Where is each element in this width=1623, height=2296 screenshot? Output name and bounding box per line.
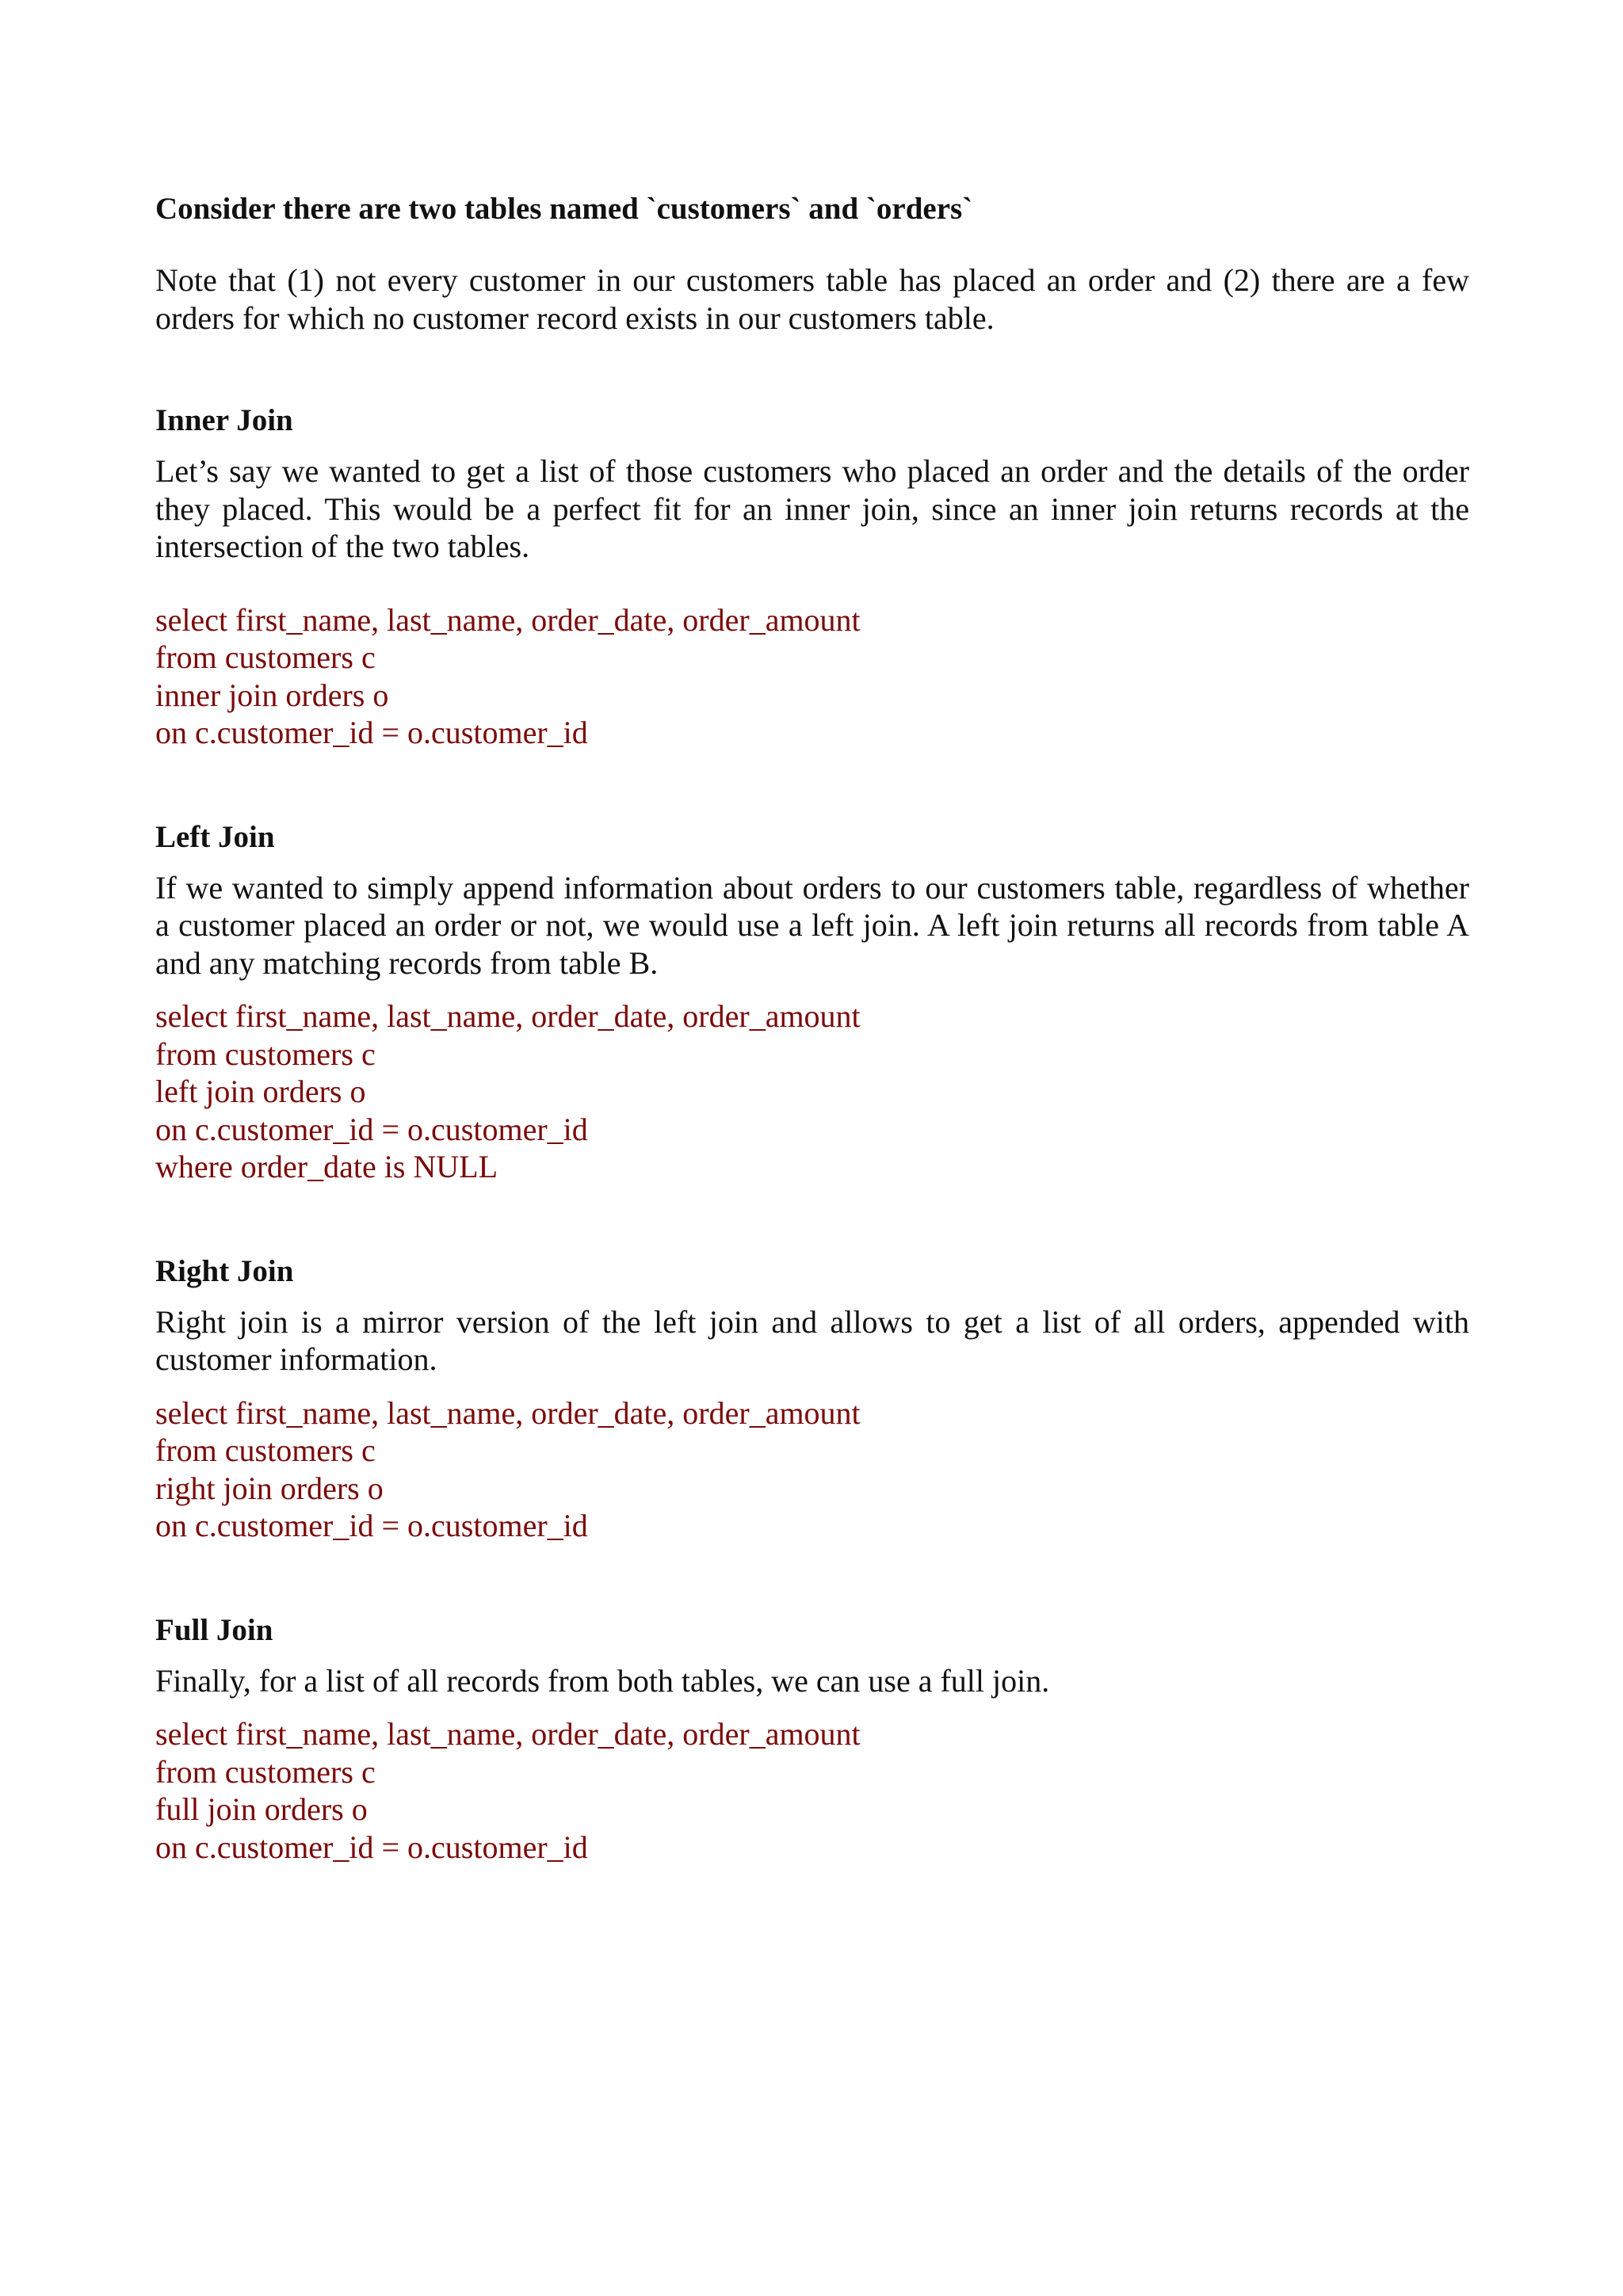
code-line: from customers c bbox=[155, 1432, 376, 1468]
section-paragraph: If we wanted to simply append information about orders to our customers table, regardless of whether a customer placed an order or not, we would use a left join. A left join returns all records from table A and any matching records from table B. bbox=[155, 869, 1469, 981]
spacer bbox=[155, 566, 1469, 601]
spacer bbox=[155, 1545, 1469, 1611]
section-paragraph: Let’s say we wanted to get a list of those customers who placed an order and the details of the order they placed. This would be a perfect fit for an inner join, since an inner join returns records at the intersection of the two tables. bbox=[155, 453, 1469, 564]
section-left-join bbox=[155, 818, 1469, 1186]
section-heading: Right Join bbox=[155, 1253, 294, 1288]
sql-code-block bbox=[155, 997, 1469, 1186]
section-right-join bbox=[155, 1253, 1469, 1545]
document-title: Consider there are two tables named `customers` and `orders` bbox=[155, 192, 973, 226]
spacer bbox=[155, 337, 1469, 402]
code-line: on c.customer_id = o.customer_id bbox=[155, 1508, 588, 1543]
spacer bbox=[155, 1186, 1469, 1253]
section-paragraph: Right join is a mirror version of the left join and allows to get a list of all orders, appended with customer information. bbox=[155, 1303, 1469, 1377]
code-line: where order_date is NULL bbox=[155, 1149, 498, 1184]
code-line: full join orders o bbox=[155, 1791, 368, 1827]
code-line: select first_name, last_name, order_date, order_amount bbox=[155, 601, 861, 638]
spacer bbox=[155, 982, 1469, 997]
code-line: inner join orders o bbox=[155, 677, 389, 713]
section-inner-join bbox=[155, 402, 1469, 752]
section-heading: Inner Join bbox=[155, 403, 293, 437]
code-line: left join orders o bbox=[155, 1074, 366, 1109]
section-heading: Full Join bbox=[155, 1612, 273, 1647]
spacer bbox=[155, 1699, 1469, 1715]
code-line: from customers c bbox=[155, 1753, 376, 1790]
spacer bbox=[155, 752, 1469, 818]
sql-code-block bbox=[155, 1715, 1469, 1866]
section-heading: Left Join bbox=[155, 819, 275, 854]
code-line: from customers c bbox=[155, 1035, 376, 1072]
code-line: on c.customer_id = o.customer_id bbox=[155, 1829, 588, 1865]
code-line: select first_name, last_name, order_date, order_amount bbox=[155, 1394, 861, 1431]
code-line: from customers c bbox=[155, 639, 376, 675]
code-line: right join orders o bbox=[155, 1470, 384, 1506]
intro-paragraph: Note that (1) not every customer in our customers table has placed an order and (2) there are a few orders for which no customer record exists in our customers table. bbox=[155, 262, 1469, 336]
code-line: select first_name, last_name, order_date, order_amount bbox=[155, 998, 861, 1034]
section-full-join bbox=[155, 1611, 1469, 1867]
code-line: on c.customer_id = o.customer_id bbox=[155, 715, 588, 750]
section-paragraph: Finally, for a list of all records from both tables, we can use a full join. bbox=[155, 1662, 1050, 1699]
spacer bbox=[155, 1379, 1469, 1394]
code-line: on c.customer_id = o.customer_id bbox=[155, 1111, 588, 1147]
code-line: select first_name, last_name, order_date, order_amount bbox=[155, 1716, 861, 1752]
sql-code-block bbox=[155, 1394, 1469, 1545]
sql-code-block bbox=[155, 601, 1469, 752]
